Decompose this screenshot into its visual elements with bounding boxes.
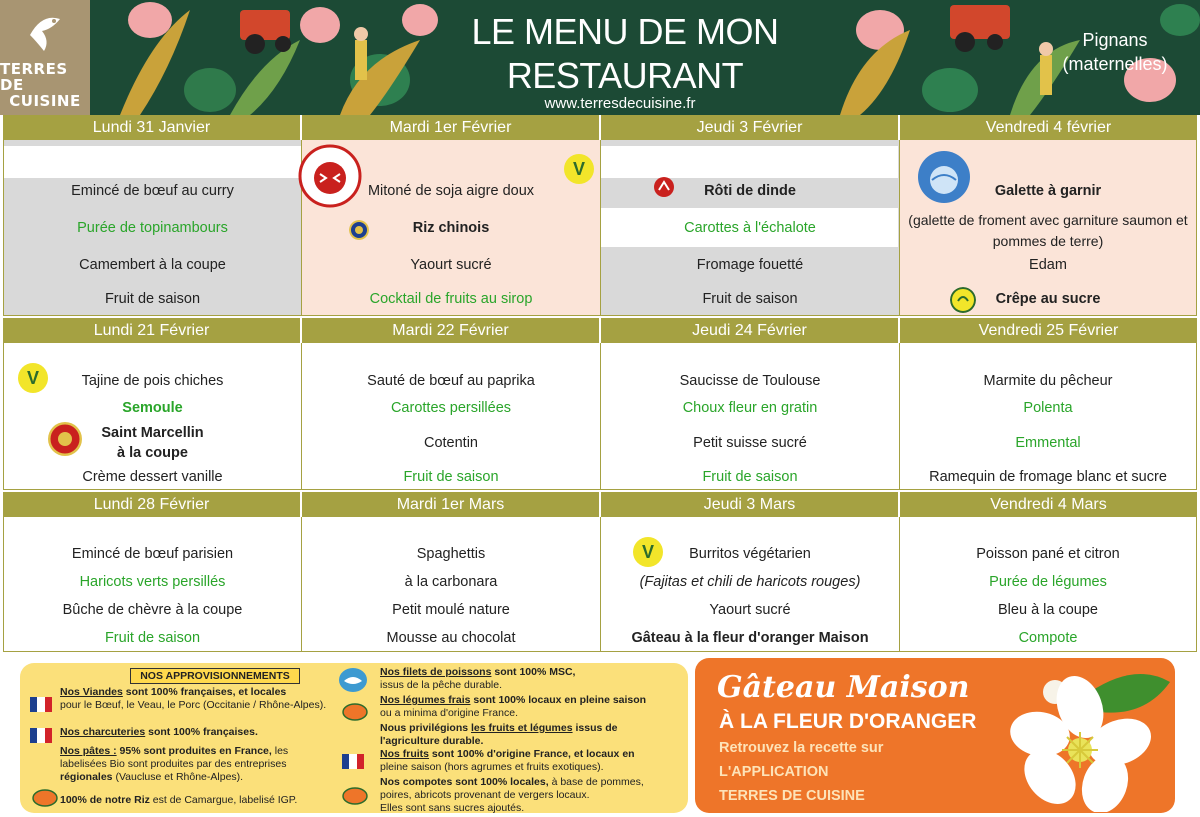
supply-pates-title: Nos pâtes : — [60, 745, 117, 757]
supply-legumes-title: Nos légumes frais — [380, 694, 471, 706]
supply-privil-bold3: l'agriculture durable. — [380, 735, 484, 747]
supply-compotes-text: à base de pommes, — [548, 776, 644, 788]
menu-main: Emincé de bœuf parisien — [71, 546, 234, 562]
supply-pates-text: les labelisées Bio sont produites par des entreprises — [60, 745, 289, 770]
supply-charcuteries — [60, 726, 328, 739]
menu-main: Burritos végétarien — [689, 546, 811, 562]
menu-main: Emincé de bœuf au curry — [71, 183, 234, 199]
location — [1040, 28, 1190, 76]
supply-fruits — [380, 748, 680, 774]
supply-panel — [20, 663, 688, 813]
supply-legumes-text: ou a minima d'origine France. — [380, 707, 518, 719]
supply-riz-bold: 100% de notre Riz — [60, 794, 150, 806]
menu-cheese: Cotentin — [423, 435, 478, 451]
menu-dessert: Crème dessert vanille — [82, 469, 223, 485]
france-flag-icon — [30, 697, 52, 712]
day-header: Vendredi 25 Février — [900, 318, 1197, 343]
menu-cheese: Petit suisse sucré — [693, 435, 807, 451]
supply-compotes-text2: poires, abricots provenant de vergers locaux. — [380, 789, 590, 801]
supply-viandes-title: Nos Viandes — [60, 686, 123, 698]
menu-dessert: Compote — [1018, 630, 1078, 646]
day-cell — [601, 343, 900, 490]
menu-side: Polenta — [1023, 400, 1073, 416]
vegetarian-badge-icon: V — [633, 537, 663, 567]
menu-cheese: Yaourt sucré — [410, 257, 492, 273]
terres-de-cuisine-logo — [0, 0, 90, 115]
day-header: Vendredi 4 février — [900, 115, 1197, 140]
menu-side: Carottes à l'échalote — [684, 220, 816, 236]
day-cell — [302, 517, 601, 652]
menu-side: Haricots verts persillés — [79, 574, 226, 590]
supply-charc-title: Nos charcuteries — [60, 726, 146, 738]
promo-line3: TERRES DE CUISINE — [719, 788, 865, 804]
supply-riz — [60, 794, 328, 807]
day-cell — [601, 140, 900, 316]
menu-main: Sauté de bœuf au paprika — [367, 373, 535, 389]
supply-charc-bold: sont 100% françaises. — [145, 726, 258, 738]
place-line2: (maternelles) — [1062, 54, 1168, 74]
title-line1: LE MENU DE MON — [471, 11, 779, 52]
supply-viandes-text: pour le Bœuf, le Veau, le Porc (Occitanie / Rhône-Alpes). — [60, 699, 327, 711]
menu-side: Riz chinois — [412, 220, 490, 236]
promo-line1: Retrouvez la recette sur — [719, 740, 884, 756]
supply-pates-text2: (Vaucluse et Rhône-Alpes). — [112, 771, 244, 783]
recipe-promo[interactable] — [695, 658, 1175, 813]
menu-main: Rôti de dinde — [704, 183, 796, 199]
day-header: Mardi 22 Février — [302, 318, 599, 343]
menu-cheese: Saint Marcellin — [101, 425, 204, 441]
supply-title: NOS APPROVISIONNEMENTS — [130, 668, 300, 684]
local-label-icon — [342, 703, 368, 721]
supply-viandes-bold: sont 100% françaises, et locales — [122, 686, 287, 698]
menu-cheese: Camembert à la coupe — [79, 257, 226, 273]
menu-dessert: Fruit de saison — [403, 469, 499, 485]
header-banner — [0, 0, 1200, 115]
supply-privil-bold2: issus de — [572, 722, 618, 734]
menu-cheese: Fromage fouetté — [696, 257, 804, 273]
menu-side: Purée de légumes — [989, 574, 1107, 590]
menu-main: Poisson pané et citron — [976, 546, 1120, 562]
menu-cheese: Bûche de chèvre à la coupe — [62, 602, 243, 618]
brand-line2: CUISINE — [9, 92, 81, 110]
menu-dessert: Ramequin de fromage blanc et sucre — [929, 469, 1167, 485]
menu-main: Saucisse de Toulouse — [679, 373, 821, 389]
menu-dessert: Fruit de saison — [702, 469, 798, 485]
menu-main: Tajine de pois chiches — [81, 373, 224, 389]
menu-cheese: Edam — [1029, 257, 1067, 273]
menu-side: Carottes persillées — [390, 400, 512, 416]
supply-poissons-text: issus de la pêche durable. — [380, 679, 502, 691]
france-flag-icon — [30, 728, 52, 743]
menu-dessert: Cocktail de fruits au sirop — [369, 291, 533, 307]
day-cell — [3, 517, 302, 652]
menu-dessert: Gâteau à la fleur d'oranger Maison — [631, 630, 869, 646]
menu-main-detail: (Fajitas et chili de haricots rouges) — [639, 574, 861, 590]
day-header: Jeudi 3 Février — [601, 115, 898, 140]
supply-viandes — [60, 686, 328, 712]
supply-poissons — [380, 666, 680, 692]
menu-main: Spaghettis — [416, 546, 486, 562]
local-label-icon — [342, 787, 368, 805]
promo-subtitle: À LA FLEUR D'ORANGER — [719, 710, 977, 733]
supply-legumes — [380, 694, 680, 720]
menu-main-detail: à la carbonara — [404, 574, 498, 590]
menu-dessert: Fruit de saison — [104, 630, 201, 646]
supply-pates-bold: 95% sont produites en France, — [116, 745, 272, 757]
peche-durable-icon — [338, 667, 368, 693]
supply-fruits-title: Nos fruits — [380, 748, 430, 760]
bird-logo-icon — [22, 5, 68, 55]
supply-riz-text: est de Camargue, labelisé IGP. — [149, 794, 298, 806]
day-cell — [3, 343, 302, 490]
day-header: Jeudi 3 Mars — [601, 492, 898, 517]
day-header: Lundi 31 Janvier — [3, 115, 300, 140]
france-flag-icon — [342, 754, 364, 769]
website-link[interactable]: www.terresdecuisine.fr — [544, 95, 696, 112]
menu-cheese: Emmental — [1015, 435, 1081, 451]
day-cell — [302, 343, 601, 490]
menu-main: Marmite du pêcheur — [983, 373, 1113, 389]
promo-title: Gâteau Maison — [717, 670, 970, 705]
supply-compotes — [380, 776, 680, 815]
local-label-icon — [32, 789, 58, 807]
orange-blossom-icon — [995, 662, 1175, 812]
title-line2: RESTAURANT — [506, 55, 744, 96]
supply-privil-bold: Nous privilégions — [380, 722, 472, 734]
day-cell — [900, 140, 1197, 316]
white-strip — [4, 146, 301, 178]
day-cell — [3, 140, 302, 316]
menu-cheese: Yaourt sucré — [709, 602, 791, 618]
day-cell — [900, 343, 1197, 490]
supply-poissons-title: Nos filets de poissons — [380, 666, 492, 678]
page-title — [440, 10, 810, 98]
menu-dessert: Fruit de saison — [104, 291, 201, 307]
day-header: Mardi 1er Février — [302, 115, 599, 140]
supply-compotes-text3: Elles sont sans sucres ajoutés. — [380, 802, 525, 814]
menu-side: Semoule — [122, 400, 183, 416]
menu-cheese: Petit moulé nature — [392, 602, 510, 618]
supply-poissons-bold: sont 100% MSC, — [491, 666, 576, 678]
place-line1: Pignans — [1082, 30, 1148, 50]
vegetarian-badge-icon: V — [564, 154, 594, 184]
day-header: Lundi 28 Février — [3, 492, 300, 517]
menu-side: (galette de froment avec garniture saumon et pommes de terre) — [908, 212, 1188, 249]
day-cell — [601, 517, 900, 652]
menu-side: Choux fleur en gratin — [682, 400, 818, 416]
vegetarian-badge-icon: V — [18, 363, 48, 393]
white-strip — [601, 146, 898, 178]
menu-cheese: Bleu à la coupe — [998, 602, 1098, 618]
menu-dessert: Crêpe au sucre — [995, 291, 1101, 307]
menu-main: Galette à garnir — [994, 183, 1102, 199]
day-header: Lundi 21 Février — [3, 318, 300, 343]
supply-compotes-bold: Nos compotes sont 100% locales, — [380, 776, 549, 788]
brand-line1: TERRES DE — [0, 60, 68, 94]
supply-legumes-bold: sont 100% locaux en pleine saison — [470, 694, 647, 706]
supply-fruits-text: pleine saison (hors agrumes et fruits exotiques). — [380, 761, 604, 773]
supply-privil-title: les fruits et légumes — [471, 722, 573, 734]
day-cell — [900, 517, 1197, 652]
day-header: Mardi 1er Mars — [302, 492, 599, 517]
menu-dessert: Mousse au chocolat — [386, 630, 516, 646]
day-cell — [302, 140, 601, 316]
day-header: Vendredi 4 Mars — [900, 492, 1197, 517]
supply-fruits-bold: sont 100% d'origine France, et locaux en — [429, 748, 635, 760]
supply-pates — [60, 745, 328, 784]
menu-cheese-detail: à la coupe — [117, 445, 188, 461]
menu-main: Mitoné de soja aigre doux — [367, 183, 535, 199]
day-header: Jeudi 24 Février — [601, 318, 898, 343]
supply-durable — [380, 722, 680, 748]
menu-side: Purée de topinambours — [77, 220, 228, 236]
menu-dessert: Fruit de saison — [702, 291, 798, 307]
supply-pates-regional: régionales — [60, 771, 113, 783]
promo-line2: L'APPLICATION — [719, 764, 829, 780]
